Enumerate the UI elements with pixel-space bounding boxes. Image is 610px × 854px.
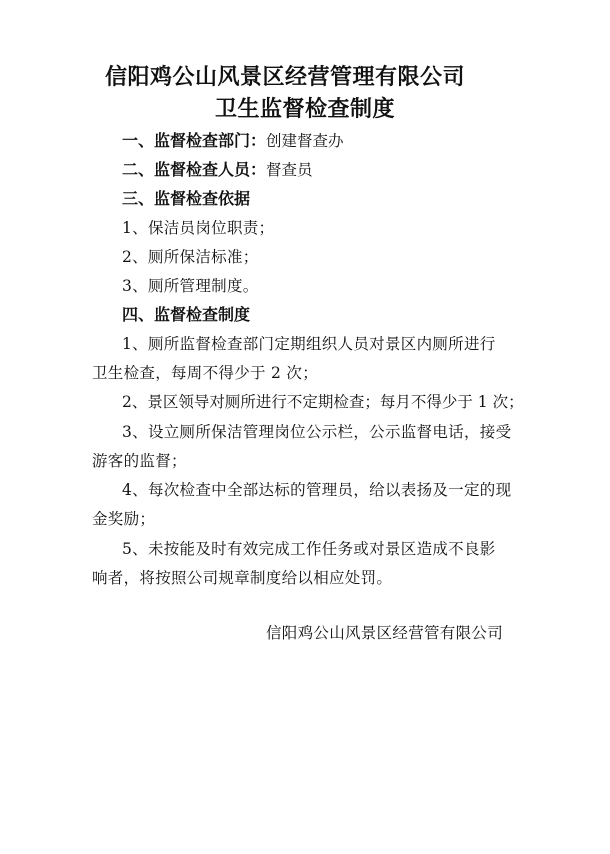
section4-item-1-line1: 1、厕所监督检查部门定期组织人员对景区内厕所进行: [122, 335, 496, 353]
section4-item-1-line2: 卫生检查，每周不得少于 2 次；: [92, 364, 319, 382]
section4-item-4-line2: 金奖励；: [92, 510, 156, 528]
section3-heading: 三、监督检查依据: [122, 189, 251, 208]
section2-value: 督查员: [266, 161, 313, 179]
section1-row: [122, 128, 344, 151]
section4-item-2-line1: 2、景区领导对厕所进行不定期检查；每月不得少于 1 次；: [122, 393, 524, 411]
section1-heading: 一、监督检查部门：: [122, 131, 267, 150]
section4-heading: 四、监督检查制度: [122, 305, 251, 324]
document-title-line2: 卫生监督检查制度: [214, 97, 395, 122]
section4-item-5-line2: 响者，将按照公司规章制度给以相应处罚。: [92, 569, 393, 587]
section3-item-1: 1、保洁员岗位职责；: [122, 219, 275, 237]
section1-value: 创建督查办: [266, 132, 344, 150]
company-signature: 信阳鸡公山风景区经营管有限公司: [266, 624, 504, 642]
section2-heading: 二、监督检查人员：: [122, 160, 267, 179]
section4-item-4-line1: 4、每次检查中全部达标的管理员，给以表扬及一定的现: [122, 481, 512, 499]
section2-row: [122, 157, 313, 180]
section4-item-3-line1: 3、设立厕所保洁管理岗位公示栏，公示监督电话，接受: [122, 423, 512, 441]
section4-item-3-line2: 游客的监督；: [92, 452, 187, 470]
section3-item-2: 2、厕所保洁标准；: [122, 248, 259, 266]
section3-item-3: 3、厕所管理制度。: [122, 277, 259, 295]
section4-item-5-line1: 5、未按能及时有效完成工作任务或对景区造成不良影: [122, 540, 496, 558]
document-title-line1: 信阳鸡公山风景区经营管理有限公司: [104, 65, 465, 90]
